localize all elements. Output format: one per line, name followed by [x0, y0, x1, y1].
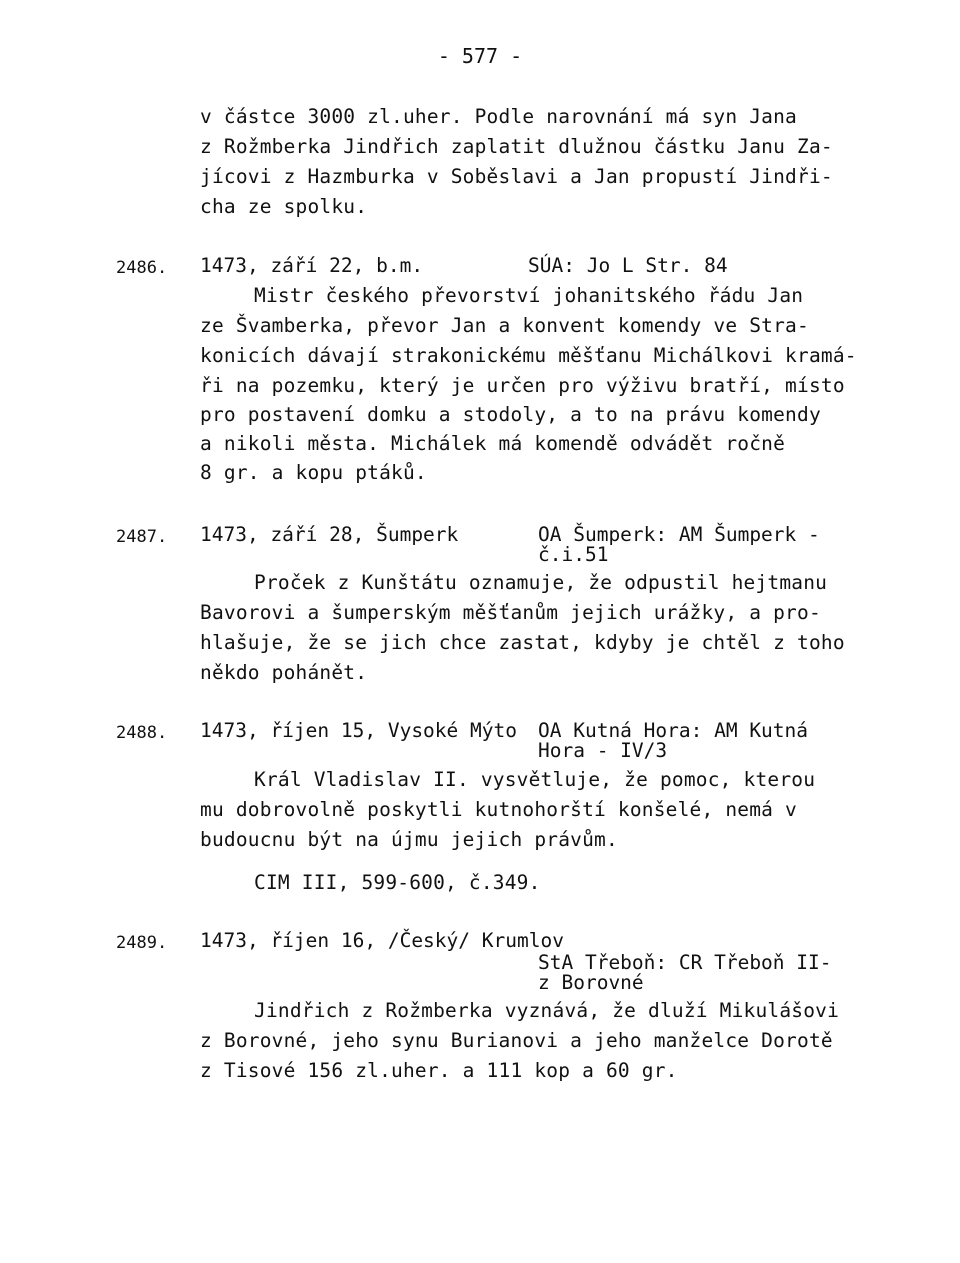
- entry-source: SÚA: Jo L Str. 84: [528, 254, 728, 277]
- text-line: hlašuje, že se jich chce zastat, kdyby je chtěl z toho: [200, 631, 845, 654]
- entry-number: 2487.: [116, 527, 168, 547]
- text-line: ři na pozemku, který je určen pro výživu bratří, místo: [200, 374, 845, 397]
- entry-date-place: 1473, říjen 16, /Český/ Krumlov: [200, 929, 564, 952]
- text-line: a nikoli města. Michálek má komendě odvádět ročně: [200, 432, 786, 455]
- entry-date-place: 1473, září 28, Šumperk: [200, 523, 459, 546]
- text-line: Proček z Kunštátu oznamuje, že odpustil hejtmanu: [254, 571, 828, 594]
- text-line: někdo pohánět.: [200, 661, 368, 684]
- text-line: ze Švamberka, převor Jan a konvent komendy ve Stra-: [200, 314, 809, 337]
- text-line: konicích dávají strakonickému měšťanu Michálkovi kramá-: [200, 344, 857, 367]
- entry-source: OA Šumperk: AM Šumperk -: [538, 523, 820, 546]
- entry-number: 2486.: [116, 258, 168, 278]
- entry-source: č.i.51: [538, 543, 609, 566]
- text-line: Král Vladislav II. vysvětluje, že pomoc, kterou: [254, 768, 816, 791]
- entry-source: Hora - IV/3: [538, 739, 668, 762]
- citation: CIM III, 599-600, č.349.: [254, 871, 541, 894]
- text-line: cha ze spolku.: [200, 195, 368, 218]
- entry-number: 2489.: [116, 933, 168, 953]
- text-line: z Borovné, jeho synu Burianovi a jeho manželce Dorotě: [200, 1029, 833, 1052]
- text-line: z Rožmberka Jindřich zaplatit dlužnou částku Janu Za-: [200, 135, 833, 158]
- text-line: pro postavení domku a stodoly, a to na právu komendy: [200, 403, 821, 426]
- text-line: z Tisové 156 zl.uher. a 111 kop a 60 gr.: [200, 1059, 678, 1082]
- text-line: budoucnu být na újmu jejich právům.: [200, 828, 618, 851]
- entry-source: StA Třeboň: CR Třeboň II-: [538, 951, 832, 974]
- text-line: Jindřich z Rožmberka vyznává, že dluží Mikulášovi: [254, 999, 840, 1022]
- text-line: jícovi z Hazmburka v Soběslavi a Jan propustí Jindři-: [200, 165, 833, 188]
- page-number: - 577 -: [437, 44, 523, 68]
- text-line: Bavorovi a šumperským měšťanům jejich urážky, a pro-: [200, 601, 821, 624]
- entry-number: 2488.: [116, 723, 168, 743]
- entry-date-place: 1473, říjen 15, Vysoké Mýto: [200, 719, 517, 742]
- entry-source: OA Kutná Hora: AM Kutná: [538, 719, 809, 742]
- entry-date-place: 1473, září 22, b.m.: [200, 254, 424, 277]
- text-line: mu dobrovolně poskytli kutnohorští konšelé, nemá v: [200, 798, 797, 821]
- entry-source: z Borovné: [538, 971, 644, 994]
- text-line: 8 gr. a kopu ptáků.: [200, 461, 427, 484]
- text-line: v částce 3000 zl.uher. Podle narovnání má syn Jana: [200, 105, 797, 128]
- text-line: Mistr českého převorství johanitského řádu Jan: [254, 284, 804, 307]
